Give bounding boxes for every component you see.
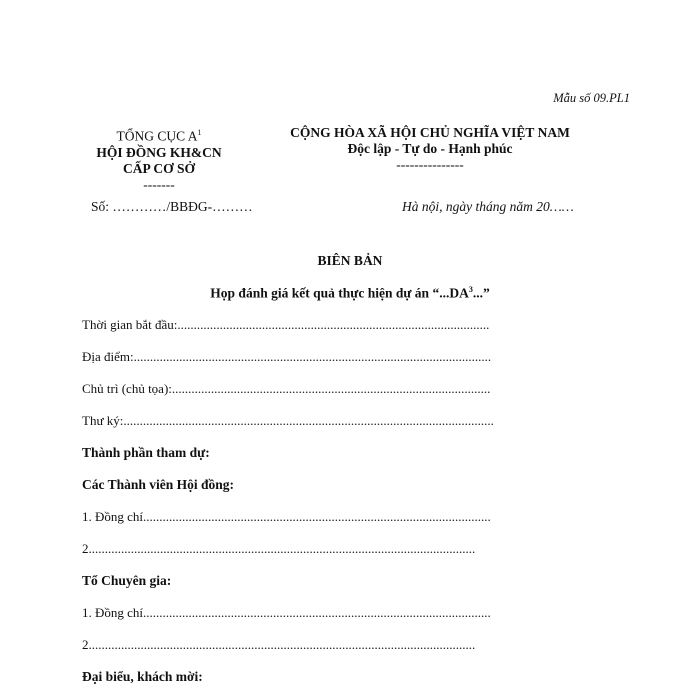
national-motto: Độc lập - Tự do - Hạnh phúc <box>347 141 513 156</box>
expert-group-heading: Tổ Chuyên gia: <box>82 573 172 588</box>
attendees-heading: Thành phần tham dự: <box>82 445 210 460</box>
footnote-mark-3: 3 <box>468 285 473 294</box>
council-members-heading: Các Thành viên Hội đồng: <box>82 477 235 492</box>
form-code: Mẫu số 09.PL1 <box>553 91 630 105</box>
start-time-field: Thời gian bắt đầu:................................................................................................ <box>82 317 490 332</box>
chairperson-field: Chủ trì (chủ tọa):.................................................................................................. <box>82 381 491 396</box>
national-header-block <box>280 125 580 173</box>
secretary-field: Thư ký:.................................................................................................................. <box>82 413 494 428</box>
country-name: CỘNG HÒA XÃ HỘI CHỦ NGHĨA VIỆT NAM <box>290 125 570 140</box>
issuing-agency-block <box>84 125 234 193</box>
footnote-mark-1: 1 <box>197 128 202 137</box>
document-title: BIÊN BẢN <box>317 253 383 268</box>
document-subtitle <box>0 285 700 302</box>
guests-heading: Đại biểu, khách mời: <box>82 669 203 684</box>
left-header-separator: ------- <box>143 176 175 192</box>
subtitle-text-end: ...” <box>472 285 490 301</box>
subtitle-text: Họp đánh giá kết quả thực hiện dự án “...DA <box>210 285 469 301</box>
council-name: HỘI ĐỒNG KH&CN CẤP CƠ SỞ <box>96 144 222 176</box>
place-and-date: Hà nội, ngày tháng năm 20…… <box>402 199 574 214</box>
document-number: Số: …………/BBĐG-……… <box>91 199 253 214</box>
agency-name-line <box>84 125 234 145</box>
council-member-line-2: 2....................................................................................................................... <box>82 541 476 556</box>
agency-name: TỔNG CỤC A <box>116 128 198 144</box>
council-member-line-1: 1. Đồng chí........................................................................................................... <box>82 509 491 524</box>
expert-line-1: 1. Đồng chí........................................................................................................... <box>82 605 491 620</box>
expert-line-2: 2....................................................................................................................... <box>82 637 476 652</box>
right-header-separator: --------------- <box>396 157 464 172</box>
location-field: Địa điểm:.............................................................................................................. <box>82 349 492 364</box>
